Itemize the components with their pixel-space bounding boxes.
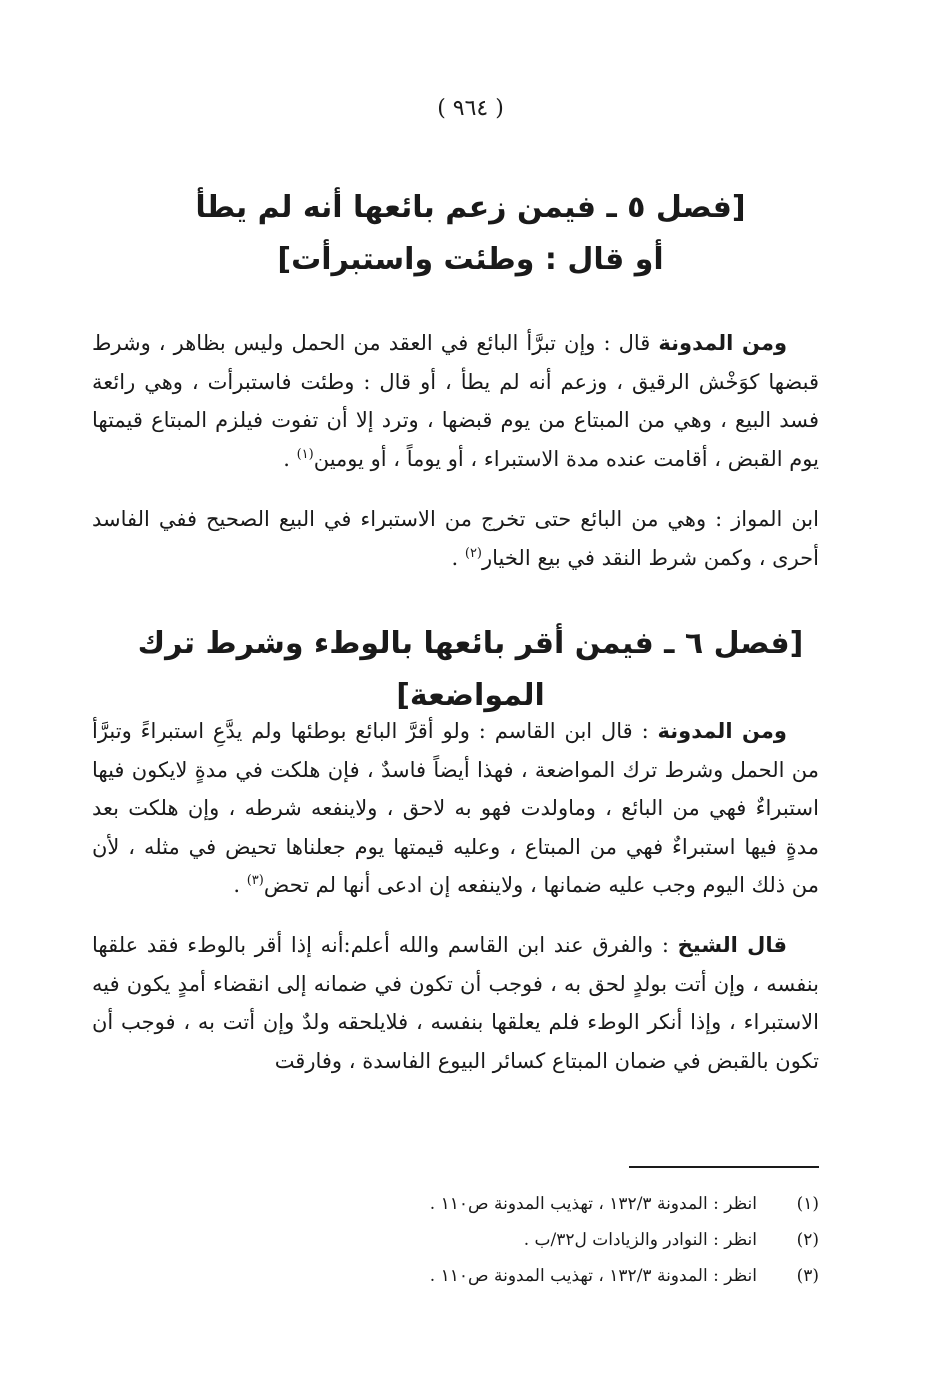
footnote-item bbox=[92, 1258, 819, 1294]
paragraph-end: . bbox=[451, 545, 465, 570]
footnotes bbox=[92, 1186, 819, 1294]
section-5-heading-line-1: [فصل ٥ ـ فيمن زعم بائعها أنه لم يطأ bbox=[195, 190, 746, 225]
paragraph-mudawwana-2 bbox=[92, 712, 819, 905]
footnote-number: (١) bbox=[796, 1194, 819, 1214]
paragraph-text: ابن المواز : وهي من البائع حتى تخرج من الاستبراء في البيع الصحيح ففي الفاسد أحرى ، وكمن شرط النقد في بيع الخيار bbox=[92, 507, 819, 570]
paragraph-mudawwana-1 bbox=[92, 324, 819, 478]
page-number: ( ٩٦٤ ) bbox=[437, 96, 504, 121]
paragraph-lead: قال الشيخ bbox=[677, 933, 787, 957]
section-5-heading bbox=[80, 182, 861, 286]
paragraph-ibn-mawwaz bbox=[92, 500, 819, 577]
footnote-item bbox=[92, 1222, 819, 1258]
footnote-item bbox=[92, 1186, 819, 1222]
paragraph-end: . bbox=[233, 873, 247, 897]
footnote-ref-1: (١) bbox=[296, 446, 314, 462]
paragraph-lead: ومن المدونة bbox=[658, 331, 787, 355]
footnote-text: انظر : المدونة ١٣٢/٣ ، تهذيب المدونة ص١١٠ . bbox=[429, 1266, 757, 1286]
paragraph-shaykh bbox=[92, 926, 819, 1080]
footnote-separator bbox=[629, 1166, 819, 1168]
paragraph-text: : قال ابن القاسم : ولو أقرَّ البائع بوطئها ولم يدَّعِ استبراءً وتبرَّأ من الحمل وشرط ترك المواضعة ، فهذا أيضاً فاسدٌ ، فإن هلكت في مدةٍ لايكون فيها استبراءٌ فهي من البائع ، وماولدت فهو به لاحق ، ولاينفعه شرطه ، وإن هلكت بعد مدةٍ فيها استبراءٌ فهي من المبتاع ، وعليه قيمتها يوم جعلناها تحيض في مثله ، لأن من ذلك اليوم وجب عليه ضمانها ، ولاينفعه إن ادعى أنها لم تحض bbox=[92, 719, 819, 897]
footnote-ref-2: (٢) bbox=[464, 545, 482, 561]
paragraph-lead: ومن المدونة bbox=[657, 719, 787, 743]
section-6-heading: [فصل ٦ ـ فيمن أقر بائعها بالوطء وشرط ترك المواضعة] bbox=[137, 626, 804, 713]
paragraph-text: قال : وإن تبرَّأ البائع في العقد من الحمل وليس بظاهر ، وشرط قبضها كوَخْش الرقيق ، وزعم أنه لم يطأ ، أو قال : وطئت فاستبرأت ، وهي رائعة فسد البيع ، وهي من المبتاع من يوم قبضها ، وترد إلا أن تفوت فيلزم المبتاع قيمتها يوم القبض ، أقامت عنده مدة الاستبراء ، أو يوماً ، أو يومين bbox=[92, 331, 819, 471]
paragraph-text: : والفرق عند ابن القاسم والله أعلم:أنه إذا أقر بالوطء فقد علقها بنفسه ، وإن أتت بولدٍ لحق به ، فوجب أن تكون في ضمانه إلى انقضاء أمدٍ يكون فيه الاستبراء ، وإذا أنكر الوطء فلم يعلقها بنفسه ، فلايلحقه ولدٌ وإن أتت به ، فوجب أن تكون بالقبض في ضمان المبتاع كسائر البيوع الفاسدة ، وفارقت bbox=[92, 933, 819, 1073]
footnote-number: (٢) bbox=[796, 1230, 819, 1250]
footnote-number: (٣) bbox=[796, 1266, 819, 1286]
section-5-heading-line-2: أو قال : وطئت واستبرأت] bbox=[277, 242, 664, 277]
footnote-text: انظر : المدونة ١٣٢/٣ ، تهذيب المدونة ص١١٠ . bbox=[429, 1194, 757, 1214]
footnote-text: انظر : النوادر والزيادات ل٣٢/ب . bbox=[523, 1230, 757, 1250]
paragraph-end: . bbox=[283, 446, 297, 471]
footnote-ref-3: (٣) bbox=[246, 873, 264, 888]
